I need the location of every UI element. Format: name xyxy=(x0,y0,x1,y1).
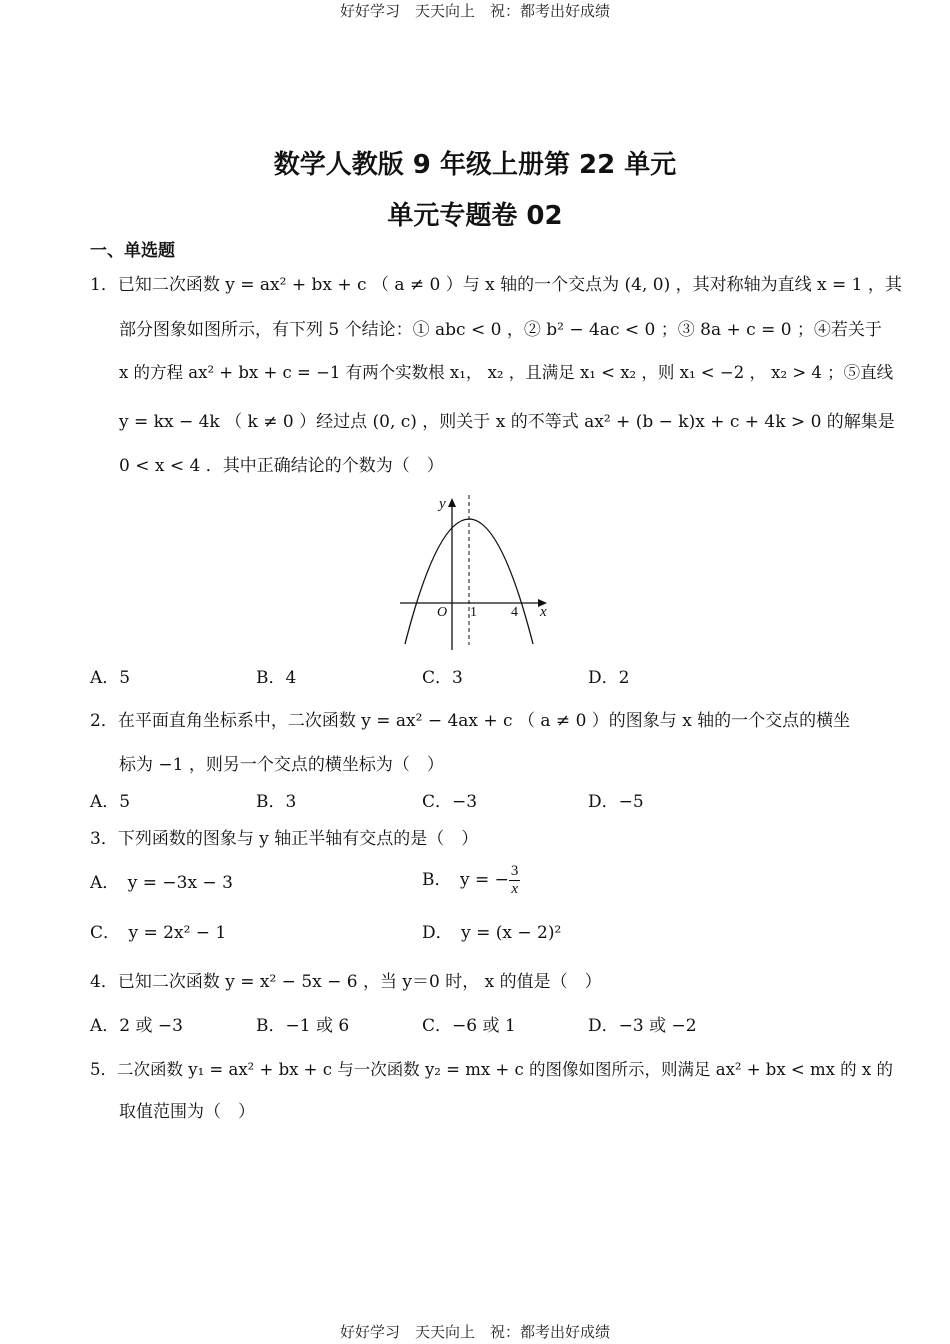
q5-line-2: 取值范围为（ ） xyxy=(119,1102,255,1122)
x-axis-label: x xyxy=(540,604,547,620)
q4-option-b[interactable]: B．−1 或 6 xyxy=(256,1016,350,1036)
origin-label: O xyxy=(437,605,448,620)
tick-label-4: 4 xyxy=(511,605,518,620)
q4-option-c[interactable]: C．−6 或 1 xyxy=(422,1016,516,1036)
q4-option-d[interactable]: D．−3 或 −2 xyxy=(588,1016,697,1036)
tick-label-1: 1 xyxy=(470,605,477,620)
fraction-numerator: 3 xyxy=(510,863,519,879)
q2-option-c[interactable]: C．−3 xyxy=(422,792,478,812)
q1-option-d[interactable]: D．2 xyxy=(588,668,630,688)
q5-line-1: 5．二次函数 y₁ = ax² + bx + c 与一次函数 y₂ = mx + c 的图像如图所示，则满足 ax² + bx < mx 的 x 的 xyxy=(90,1060,893,1079)
q1-option-b[interactable]: B．4 xyxy=(256,668,297,688)
y-axis-arrow xyxy=(448,498,456,507)
q3-option-c[interactable]: C． y = 2x² − 1 xyxy=(90,923,227,943)
q3-option-a[interactable]: A． y = −3x − 3 xyxy=(90,873,233,893)
q3-option-b-fraction xyxy=(509,863,521,898)
page-title: 数学人教版 9 年级上册第 22 单元 xyxy=(273,150,677,180)
q1-option-c[interactable]: C．3 xyxy=(422,668,463,688)
section-heading: 一、单选题 xyxy=(90,241,175,261)
q1-line-1: 1．已知二次函数 y = ax² + bx + c （ a ≠ 0 ）与 x 轴的一个交点为 (4, 0) ，其对称轴为直线 x = 1 ，其 xyxy=(90,275,902,295)
q1-line-5: 0 < x < 4 ．其中正确结论的个数为（ ） xyxy=(119,456,444,476)
q2-line-2: 标为 −1 ，则另一个交点的横坐标为（ ） xyxy=(119,755,444,775)
q3-option-d[interactable]: D． y = (x − 2)² xyxy=(422,923,562,943)
q1-line-4: y = kx − 4k （ k ≠ 0 ）经过点 (0, c) ，则关于 x 的不等式 ax² + (b − k)x + c + 4k > 0 的解集是 xyxy=(119,412,895,432)
page-header: 好好学习 天天向上 祝：都考出好成绩 xyxy=(339,2,610,20)
q4-option-a[interactable]: A．2 或 −3 xyxy=(90,1016,183,1036)
q1-line-3: x 的方程 ax² + bx + c = −1 有两个实数根 x₁， x₂ ，且满足 x₁ < x₂ ，则 x₁ < −2 ， x₂ > 4 ；⑤直线 xyxy=(119,363,894,382)
q2-option-b[interactable]: B．3 xyxy=(256,792,297,812)
q2-option-d[interactable]: D．−5 xyxy=(588,792,644,812)
q1-option-a[interactable]: A．5 xyxy=(90,668,131,688)
q2-line-1: 2．在平面直角坐标系中，二次函数 y = ax² − 4ax + c （ a ≠ 0 ）的图象与 x 轴的一个交点的横坐 xyxy=(90,711,851,731)
q3-line-1: 3．下列函数的图象与 y 轴正半轴有交点的是（ ） xyxy=(90,829,479,849)
q1-line-2: 部分图象如图所示，有下列 5 个结论：① abc < 0 ，② b² − 4ac < 0 ；③ 8a + c = 0 ；④若关于 xyxy=(119,320,882,340)
page-footer: 好好学习 天天向上 祝：都考出好成绩 xyxy=(339,1323,610,1341)
q1-parabola-graph xyxy=(395,490,565,655)
q4-line-1: 4．已知二次函数 y = x² − 5x − 6 ，当 y＝0 时， x 的值是（ ） xyxy=(90,972,602,992)
q2-option-a[interactable]: A．5 xyxy=(90,792,131,812)
y-axis-label: y xyxy=(439,496,446,512)
page-subtitle: 单元专题卷 02 xyxy=(387,201,563,231)
q3-option-b[interactable] xyxy=(422,863,520,898)
fraction-denominator: x xyxy=(511,881,518,897)
q3-option-b-prefix: B． y = − xyxy=(422,870,509,890)
